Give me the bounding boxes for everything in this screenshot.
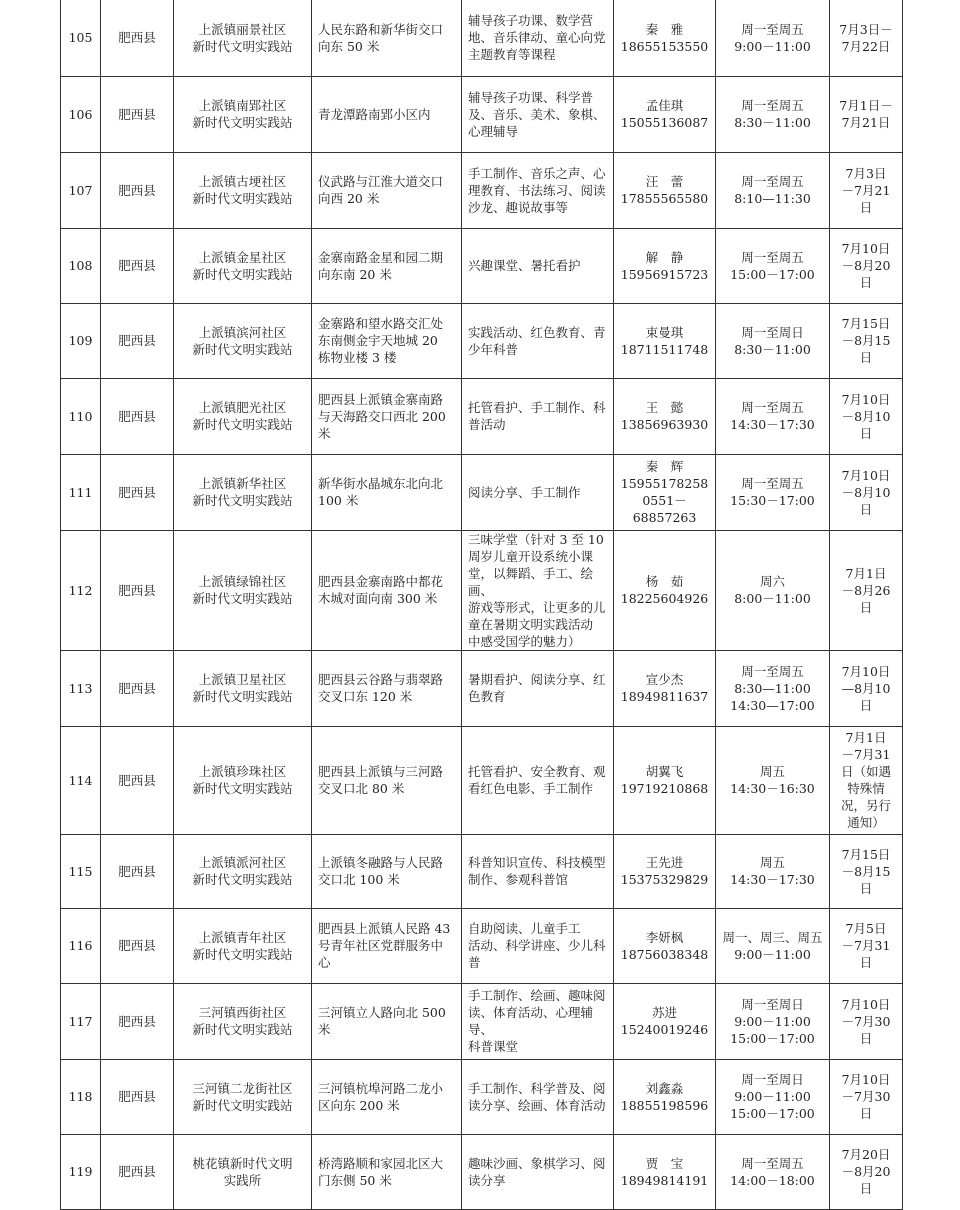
date-range-cell: 7月20日 －8月20 日 — [830, 1134, 903, 1209]
activities-cell: 三味学堂（针对 3 至 10 周岁儿童开设系统小课 堂，以舞蹈、手工、绘画、 游戏等形式，让更多的儿 童在暑期文明实践活动 中感受国学的魅力） — [462, 530, 614, 650]
address-cell: 肥西县上派镇人民路 43 号青年社区党群服务中 心 — [312, 908, 462, 983]
station-cell: 上派镇卫星社区 新时代文明实践站 — [174, 650, 312, 726]
row-number-cell: 116 — [61, 908, 101, 983]
service-time-cell: 周一至周五 15:30－17:00 — [716, 454, 830, 530]
table-row — [61, 454, 903, 530]
contact-cell: 贾 宝 18949814191 — [614, 1134, 716, 1209]
row-number-cell: 108 — [61, 228, 101, 303]
county-cell: 肥西县 — [101, 152, 174, 228]
contact-cell: 宣少杰 18949811637 — [614, 650, 716, 726]
contact-cell: 王先进 15375329829 — [614, 834, 716, 908]
activities-cell: 手工制作、绘画、趣味阅 读、体育活动、心理辅导、 科普课堂 — [462, 983, 614, 1059]
table-row — [61, 378, 903, 454]
address-cell: 新华街水晶城东北向北 100 米 — [312, 454, 462, 530]
table-row — [61, 76, 903, 152]
service-time-cell: 周一至周五 8:30—11:00 14:30—17:00 — [716, 650, 830, 726]
date-range-cell: 7月15日 －8月15 日 — [830, 303, 903, 378]
service-time-cell: 周六 8:00－11:00 — [716, 530, 830, 650]
service-time-cell: 周一至周日 9:00－11:00 15:00－17:00 — [716, 1059, 830, 1134]
activities-cell: 兴趣课堂、暑托看护 — [462, 228, 614, 303]
date-range-cell: 7月10日 －8月10 日 — [830, 378, 903, 454]
address-cell: 人民东路和新华街交口 向东 50 米 — [312, 0, 462, 76]
county-cell: 肥西县 — [101, 303, 174, 378]
address-cell: 肥西县上派镇与三河路 交叉口北 80 米 — [312, 726, 462, 834]
document-page — [60, 0, 902, 1195]
row-number-cell: 109 — [61, 303, 101, 378]
row-number-cell: 117 — [61, 983, 101, 1059]
station-cell: 上派镇新华社区 新时代文明实践站 — [174, 454, 312, 530]
service-time-cell: 周一至周五 14:00－18:00 — [716, 1134, 830, 1209]
address-cell: 肥西县金寨南路中都花 木城对面向南 300 米 — [312, 530, 462, 650]
date-range-cell: 7月10日 －8月20 日 — [830, 228, 903, 303]
table-row — [61, 908, 903, 983]
county-cell: 肥西县 — [101, 228, 174, 303]
date-range-cell: 7月1日－ 7月21日 — [830, 76, 903, 152]
address-cell: 金寨南路金星和园二期 向东南 20 米 — [312, 228, 462, 303]
row-number-cell: 119 — [61, 1134, 101, 1209]
activities-cell: 实践活动、红色教育、青 少年科普 — [462, 303, 614, 378]
station-cell: 上派镇青年社区 新时代文明实践站 — [174, 908, 312, 983]
address-cell: 肥西县上派镇金寨南路 与天海路交口西北 200 米 — [312, 378, 462, 454]
station-cell: 上派镇绿锦社区 新时代文明实践站 — [174, 530, 312, 650]
county-cell: 肥西县 — [101, 0, 174, 76]
table-row — [61, 228, 903, 303]
service-time-cell: 周一、周三、周五 9:00－11:00 — [716, 908, 830, 983]
table-row — [61, 726, 903, 834]
county-cell: 肥西县 — [101, 726, 174, 834]
activities-cell: 阅读分享、手工制作 — [462, 454, 614, 530]
county-cell: 肥西县 — [101, 1059, 174, 1134]
table-body — [61, 0, 903, 1209]
service-time-cell: 周五 14:30－17:30 — [716, 834, 830, 908]
table-row — [61, 983, 903, 1059]
contact-cell: 刘鑫淼 18855198596 — [614, 1059, 716, 1134]
activities-cell: 趣味沙画、象棋学习、阅 读分享 — [462, 1134, 614, 1209]
contact-cell: 王 懿 13856963930 — [614, 378, 716, 454]
county-cell: 肥西县 — [101, 908, 174, 983]
county-cell: 肥西县 — [101, 454, 174, 530]
service-time-cell: 周五 14:30－16:30 — [716, 726, 830, 834]
date-range-cell: 7月15日 －8月15 日 — [830, 834, 903, 908]
station-cell: 上派镇肥光社区 新时代文明实践站 — [174, 378, 312, 454]
row-number-cell: 106 — [61, 76, 101, 152]
date-range-cell: 7月10日 －7月30 日 — [830, 983, 903, 1059]
row-number-cell: 118 — [61, 1059, 101, 1134]
row-number-cell: 113 — [61, 650, 101, 726]
date-range-cell: 7月10日 —8月10 日 — [830, 650, 903, 726]
station-cell: 上派镇珍珠社区 新时代文明实践站 — [174, 726, 312, 834]
activities-cell: 托管看护、手工制作、科 普活动 — [462, 378, 614, 454]
row-number-cell: 111 — [61, 454, 101, 530]
activities-cell: 科普知识宣传、科技模型 制作、参观科普馆 — [462, 834, 614, 908]
table-row — [61, 1059, 903, 1134]
county-cell: 肥西县 — [101, 76, 174, 152]
activities-cell: 托管看护、安全教育、观 看红色电影、手工制作 — [462, 726, 614, 834]
row-number-cell: 107 — [61, 152, 101, 228]
row-number-cell: 115 — [61, 834, 101, 908]
date-range-cell: 7月1日 －7月31 日（如遇 特殊情 况，另行 通知） — [830, 726, 903, 834]
address-cell: 三河镇立人路向北 500 米 — [312, 983, 462, 1059]
address-cell: 青龙潭路南郢小区内 — [312, 76, 462, 152]
date-range-cell: 7月10日 －7月30 日 — [830, 1059, 903, 1134]
address-cell: 肥西县云谷路与翡翠路 交叉口东 120 米 — [312, 650, 462, 726]
contact-cell: 杨 茹 18225604926 — [614, 530, 716, 650]
address-cell: 上派镇冬融路与人民路 交口北 100 米 — [312, 834, 462, 908]
station-cell: 上派镇南郢社区 新时代文明实践站 — [174, 76, 312, 152]
contact-cell: 秦 雅 18655153550 — [614, 0, 716, 76]
county-cell: 肥西县 — [101, 834, 174, 908]
station-cell: 上派镇丽景社区 新时代文明实践站 — [174, 0, 312, 76]
station-cell: 上派镇古埂社区 新时代文明实践站 — [174, 152, 312, 228]
table-row — [61, 530, 903, 650]
county-cell: 肥西县 — [101, 378, 174, 454]
table-row — [61, 650, 903, 726]
activities-cell: 暑期看护、阅读分享、红 色教育 — [462, 650, 614, 726]
address-cell: 仪武路与江淮大道交口 向西 20 米 — [312, 152, 462, 228]
station-cell: 桃花镇新时代文明 实践所 — [174, 1134, 312, 1209]
table-row — [61, 0, 903, 76]
station-cell: 上派镇派河社区 新时代文明实践站 — [174, 834, 312, 908]
contact-cell: 胡翼飞 19719210868 — [614, 726, 716, 834]
service-time-cell: 周一至周五 15:00－17:00 — [716, 228, 830, 303]
contact-cell: 秦 辉 15955178258 0551－68857263 — [614, 454, 716, 530]
service-time-cell: 周一至周五 8:10—11:30 — [716, 152, 830, 228]
table-row — [61, 152, 903, 228]
station-cell: 三河镇西街社区 新时代文明实践站 — [174, 983, 312, 1059]
address-cell: 桥湾路顺和家园北区大 门东侧 50 米 — [312, 1134, 462, 1209]
contact-cell: 李妍枫 18756038348 — [614, 908, 716, 983]
station-cell: 上派镇滨河社区 新时代文明实践站 — [174, 303, 312, 378]
row-number-cell: 110 — [61, 378, 101, 454]
row-number-cell: 112 — [61, 530, 101, 650]
address-cell: 三河镇杭埠河路二龙小 区向东 200 米 — [312, 1059, 462, 1134]
date-range-cell: 7月3日－ 7月22日 — [830, 0, 903, 76]
activities-cell: 手工制作、音乐之声、心 理教育、书法练习、阅读 沙龙、趣说故事等 — [462, 152, 614, 228]
activities-cell: 自助阅读、儿童手工 活动、科学讲座、少儿科 普 — [462, 908, 614, 983]
service-time-cell: 周一至周五 14:30－17:30 — [716, 378, 830, 454]
service-time-cell: 周一至周日 8:30－11:00 — [716, 303, 830, 378]
service-time-cell: 周一至周五 8:30－11:00 — [716, 76, 830, 152]
table-row — [61, 834, 903, 908]
row-number-cell: 105 — [61, 0, 101, 76]
date-range-cell: 7月10日 －8月10 日 — [830, 454, 903, 530]
date-range-cell: 7月3日 －7月21 日 — [830, 152, 903, 228]
station-cell: 三河镇二龙街社区 新时代文明实践站 — [174, 1059, 312, 1134]
row-number-cell: 114 — [61, 726, 101, 834]
county-cell: 肥西县 — [101, 983, 174, 1059]
table-row — [61, 303, 903, 378]
contact-cell: 苏进 15240019246 — [614, 983, 716, 1059]
date-range-cell: 7月5日 －7月31 日 — [830, 908, 903, 983]
contact-cell: 解 静 15956915723 — [614, 228, 716, 303]
contact-cell: 束曼琪 18711511748 — [614, 303, 716, 378]
address-cell: 金寨路和望水路交汇处 东南侧金宇天地城 20 栋物业楼 3 楼 — [312, 303, 462, 378]
table-row — [61, 1134, 903, 1209]
service-time-cell: 周一至周五 9:00－11:00 — [716, 0, 830, 76]
station-cell: 上派镇金星社区 新时代文明实践站 — [174, 228, 312, 303]
activities-cell: 手工制作、科学普及、阅 读分享、绘画、体育活动 — [462, 1059, 614, 1134]
county-cell: 肥西县 — [101, 1134, 174, 1209]
date-range-cell: 7月1日 －8月26 日 — [830, 530, 903, 650]
activities-cell: 辅导孩子功课、数学营 地、音乐律动、童心向党 主题教育等课程 — [462, 0, 614, 76]
service-time-cell: 周一至周日 9:00－11:00 15:00－17:00 — [716, 983, 830, 1059]
activities-cell: 辅导孩子功课、科学普 及、音乐、美术、象棋、 心理辅导 — [462, 76, 614, 152]
volunteer-service-table — [60, 0, 903, 1210]
county-cell: 肥西县 — [101, 650, 174, 726]
contact-cell: 孟佳琪 15055136087 — [614, 76, 716, 152]
county-cell: 肥西县 — [101, 530, 174, 650]
contact-cell: 汪 蕾 17855565580 — [614, 152, 716, 228]
